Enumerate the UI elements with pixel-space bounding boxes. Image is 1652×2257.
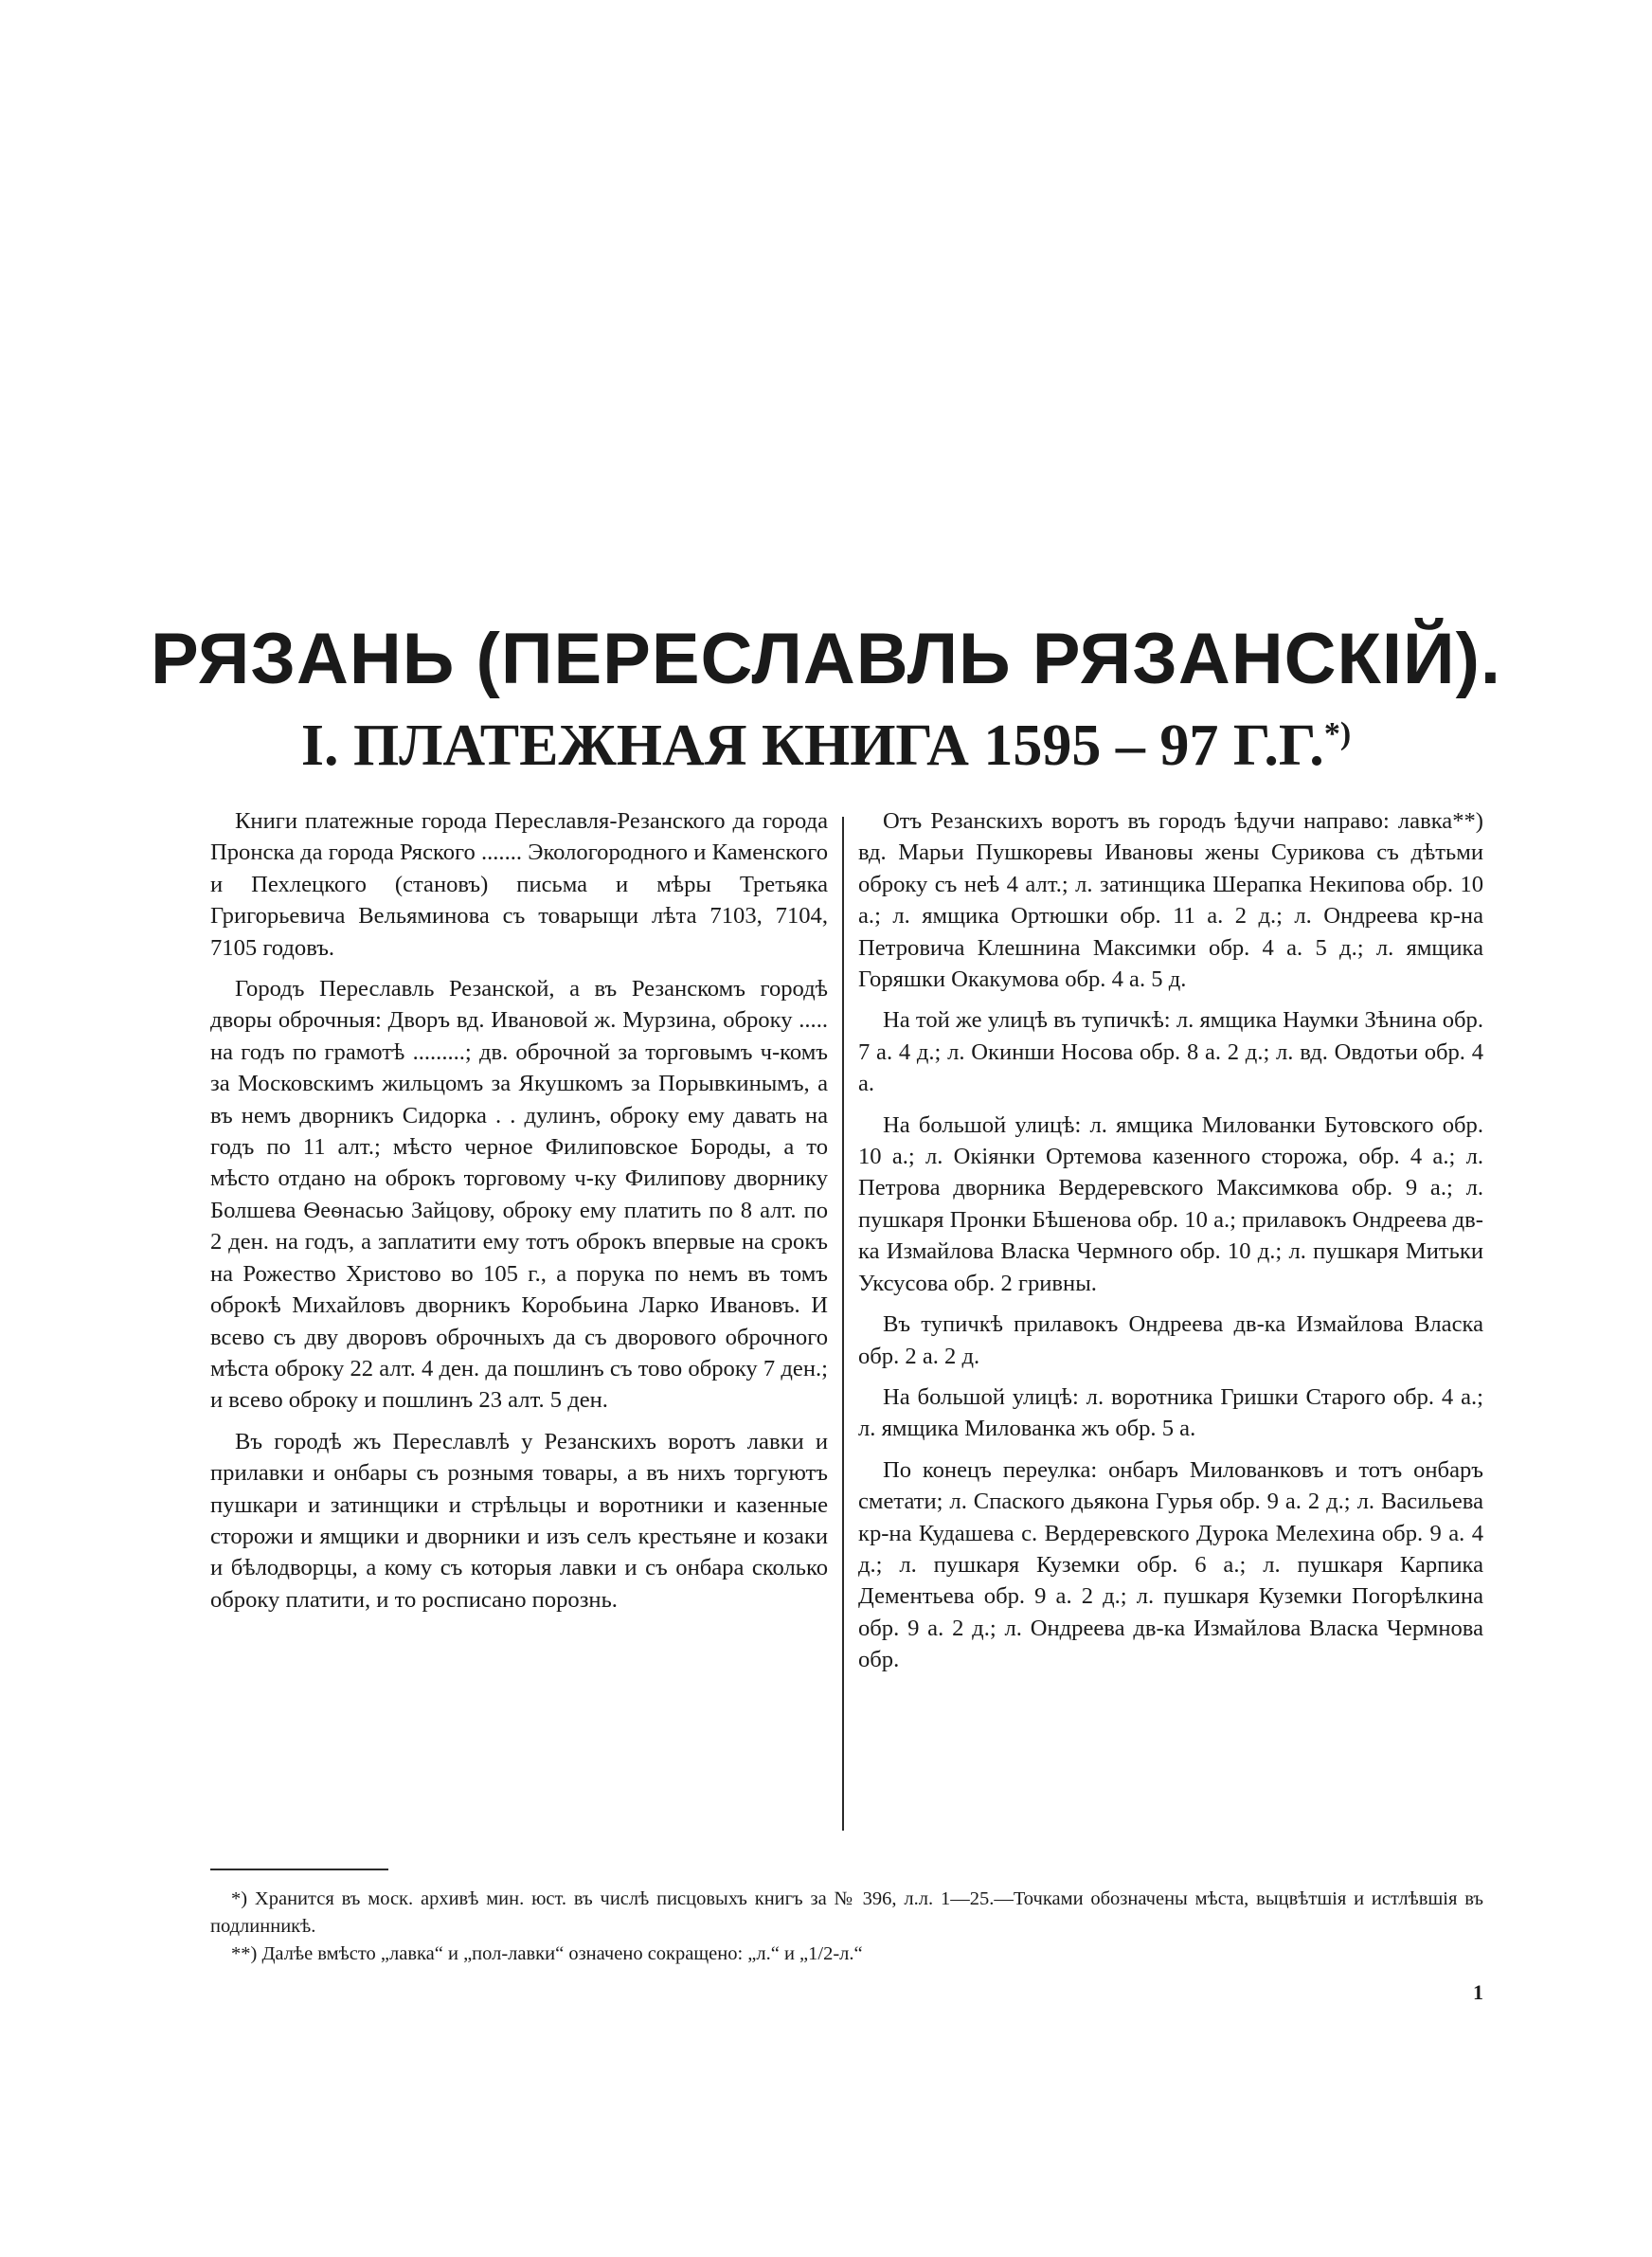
right-paragraph-6: По конецъ переулка: онбаръ Милованковъ и тотъ онбаръ сметати; л. Спаского дьякона Гурья обр. 9 а. 2 д.; л. Васильева кр-на Кудашева с. Вердеревского Дурока Мелехина обр. 9 а. 4 д.; л. пушкаря Куземки обр. 6 а.; л. пушкаря Карпика Дементьева обр. 9 а. 2 д.; л. пушкаря Куземки Погорѣлкина обр. 9 а. 2 д.; л. Ондреева дв-ка Измайлова Власка Чермнова обр. xyxy=(858,1456,1483,1673)
section-title-text: I. ПЛАТЕЖНАЯ КНИГА 1595 – 97 Г.Г. xyxy=(300,713,1324,778)
section-title-footnote-mark: *) xyxy=(1323,716,1352,751)
right-paragraph-4: Въ тупичкѣ прилавокъ Ондреева дв-ка Измайлова Власка обр. 2 а. 2 д. xyxy=(858,1311,1483,1369)
page-number: 1 xyxy=(1473,1980,1483,2004)
section-title xyxy=(0,713,1652,780)
left-paragraph-3: Въ городѣ жъ Переславлѣ у Резанскихъ воротъ лавки и прилавки и онбары съ рознымя товары, а въ нихъ торгуютъ пушкари и затинщики и стрѣльцы и воротники и казенные сторожи и ямщики и дворники и изъ селъ крестьяне и козаки и бѣлодворцы, а кому съ которыя лавки и съ онбара сколько оброку платити, и то росписано порознь. xyxy=(210,1428,828,1613)
column-divider xyxy=(842,817,844,1831)
right-paragraph-5: На большой улицѣ: л. воротника Гришки Старого обр. 4 а.; л. ямщика Милованка жъ обр. 5 а. xyxy=(858,1383,1483,1442)
footnote-rule xyxy=(210,1869,388,1870)
right-text-column xyxy=(858,805,1483,1686)
footnotes xyxy=(210,1886,1483,1968)
right-paragraph-1: Отъ Резанскихъ воротъ въ городъ ѣдучи направо: лавка**) вд. Марьи Пушкоревы Ивановы жены Сурикова съ дѣтьми оброку съ неѣ 4 алт.; л. затинщика Шерапка Некипова обр. 10 а.; л. ямщика Ортюшки обр. 11 а. 2 д.; л. Ондреева кр-на Петровича Клешнина Максимки обр. 4 а. 5 д.; л. ямщика Горяшки Окакумова обр. 4 а. 5 д. xyxy=(858,808,1483,993)
footnote-1: *) Хранится въ моск. архивѣ мин. юст. въ числѣ писцовыхъ книгъ за № 396, л.л. 1—25.—Точками обозначены мѣста, выцвѣтшія и истлѣвшія въ подлинникѣ. xyxy=(210,1888,1483,1937)
page-title: РЯЗАНЬ (ПЕРЕСЛАВЛЬ РЯЗАНСКІЙ). xyxy=(150,619,1502,699)
left-paragraph-1: Книги платежные города Переславля-Резанского да города Пронска да города Ряского ....... Экологородного и Каменского и Пехлецкого (становъ) письма и мѣры Третьяка Григорьевича Вельяминова съ товарыщи лѣта 7103, 7104, 7105 годовъ. xyxy=(210,808,828,961)
left-text-column xyxy=(210,805,828,1625)
footnote-2: **) Далѣе вмѣсто „лавка“ и „пол-лавки“ означено сокращено: „л.“ и „1/2-л.“ xyxy=(231,1943,863,1964)
right-paragraph-2: На той же улицѣ въ тупичкѣ: л. ямщика Наумки Зѣнина обр. 7 а. 4 д.; л. Окинши Носова обр. 8 а. 2 д.; л. вд. Овдотьи обр. 4 а. xyxy=(858,1007,1483,1097)
right-paragraph-3: На большой улицѣ: л. ямщика Милованки Бутовского обр. 10 а.; л. Окіянки Ортемова казенного сторожа, обр. 4 а.; л. Петрова дворника Вердеревского Максимкова обр. 9 а.; л. пушкаря Пронки Бѣшенова обр. 10 а.; прилавокъ Ондреева дв-ка Измайлова Власка Чермного обр. 10 д.; л. пушкаря Митьки Уксусова обр. 2 гривны. xyxy=(858,1111,1483,1296)
left-paragraph-2: Городъ Переславль Резанской, а въ Резанскомъ городѣ дворы оброчныя: Дворъ вд. Ивановой ж. Мурзина, оброку ..... на годъ по грамотѣ .........; дв. оброчной за торговымъ ч-комъ за Московскимъ жильцомъ за Якушкомъ за Порывкинымъ, а въ немъ дворникъ Сидорка . . дулинъ, оброку ему давать на годъ по 11 алт.; мѣсто черное Филиповское Бороды, а то мѣсто отдано на оброкъ торговому ч-ку Филипову дворнику Болшева Ѳеѳнасью Зайцову, оброку ему платить по 8 алт. по 2 ден. на годъ, а заплатити ему тотъ оброкъ впервые на срокъ на Рожество Христово во 105 г., а порука по немъ въ томъ оброкѣ Михайловъ дворникъ Коробьина Ларко Ивановъ. И всево съ дву дворовъ оброчныхъ да съ дворового оброчного мѣста оброку 22 алт. 4 ден. да пошлинъ съ тово оброку 7 ден.; и всево оброку и пошлинъ 23 алт. 5 ден. xyxy=(210,976,828,1414)
